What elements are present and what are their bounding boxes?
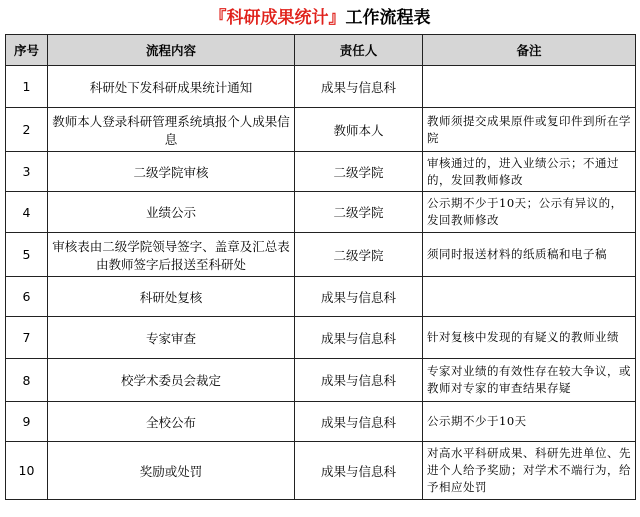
- row-seq: 7: [6, 317, 48, 359]
- row-seq: 6: [6, 277, 48, 317]
- row-content: 校学术委员会裁定: [48, 359, 295, 402]
- header-seq: 序号: [6, 35, 48, 66]
- title-highlight: 『科研成果统计』: [209, 8, 346, 28]
- row-owner: 成果与信息科: [295, 402, 423, 442]
- row-content: 专家审查: [48, 317, 295, 359]
- row-seq: 4: [6, 192, 48, 233]
- table-row: [6, 402, 636, 442]
- row-owner: 成果与信息科: [295, 359, 423, 402]
- row-note: [423, 277, 636, 317]
- row-owner: 成果与信息科: [295, 66, 423, 108]
- table-row: [6, 152, 636, 192]
- row-seq: 9: [6, 402, 48, 442]
- table-row: [6, 442, 636, 500]
- row-content: 奖励或处罚: [48, 442, 295, 500]
- row-seq: 3: [6, 152, 48, 192]
- row-note: 教师须提交成果原件或复印件到所在学院: [423, 108, 636, 152]
- row-content: 科研处下发科研成果统计通知: [48, 66, 295, 108]
- row-note: 对高水平科研成果、科研先进单位、先进个人给予奖励；对学术不端行为，给予相应处罚: [423, 442, 636, 500]
- row-seq: 2: [6, 108, 48, 152]
- header-content: 流程内容: [48, 35, 295, 66]
- row-content: 科研处复核: [48, 277, 295, 317]
- table-row: [6, 317, 636, 359]
- table-row: [6, 277, 636, 317]
- page-title: [0, 4, 640, 32]
- row-note: 审核通过的，进入业绩公示；不通过的，发回教师修改: [423, 152, 636, 192]
- row-content: 教师本人登录科研管理系统填报个人成果信息: [48, 108, 295, 152]
- row-seq: 8: [6, 359, 48, 402]
- row-content: 审核表由二级学院领导签字、盖章及汇总表由教师签字后报送至科研处: [48, 233, 295, 277]
- row-seq: 10: [6, 442, 48, 500]
- row-note: 专家对业绩的有效性存在较大争议，或教师对专家的审查结果存疑: [423, 359, 636, 402]
- table-row: [6, 359, 636, 402]
- header-owner: 责任人: [295, 35, 423, 66]
- row-note: 公示期不少于10天: [423, 402, 636, 442]
- row-seq: 5: [6, 233, 48, 277]
- row-note: 针对复核中发现的有疑义的教师业绩: [423, 317, 636, 359]
- table-row: [6, 66, 636, 108]
- workflow-table: [5, 34, 636, 500]
- table-row: [6, 108, 636, 152]
- row-note: [423, 66, 636, 108]
- row-content: 全校公布: [48, 402, 295, 442]
- header-note: 备注: [423, 35, 636, 66]
- row-owner: 成果与信息科: [295, 317, 423, 359]
- title-rest: 工作流程表: [345, 8, 431, 28]
- row-seq: 1: [6, 66, 48, 108]
- table-header-row: [6, 35, 636, 66]
- row-owner: 成果与信息科: [295, 442, 423, 500]
- row-owner: 成果与信息科: [295, 277, 423, 317]
- table-row: [6, 192, 636, 233]
- row-content: 业绩公示: [48, 192, 295, 233]
- row-owner: 二级学院: [295, 233, 423, 277]
- table-row: [6, 233, 636, 277]
- row-note: 公示期不少于10天；公示有异议的，发回教师修改: [423, 192, 636, 233]
- row-owner: 二级学院: [295, 192, 423, 233]
- row-note: 须同时报送材料的纸质稿和电子稿: [423, 233, 636, 277]
- row-owner: 二级学院: [295, 152, 423, 192]
- row-content: 二级学院审核: [48, 152, 295, 192]
- row-owner: 教师本人: [295, 108, 423, 152]
